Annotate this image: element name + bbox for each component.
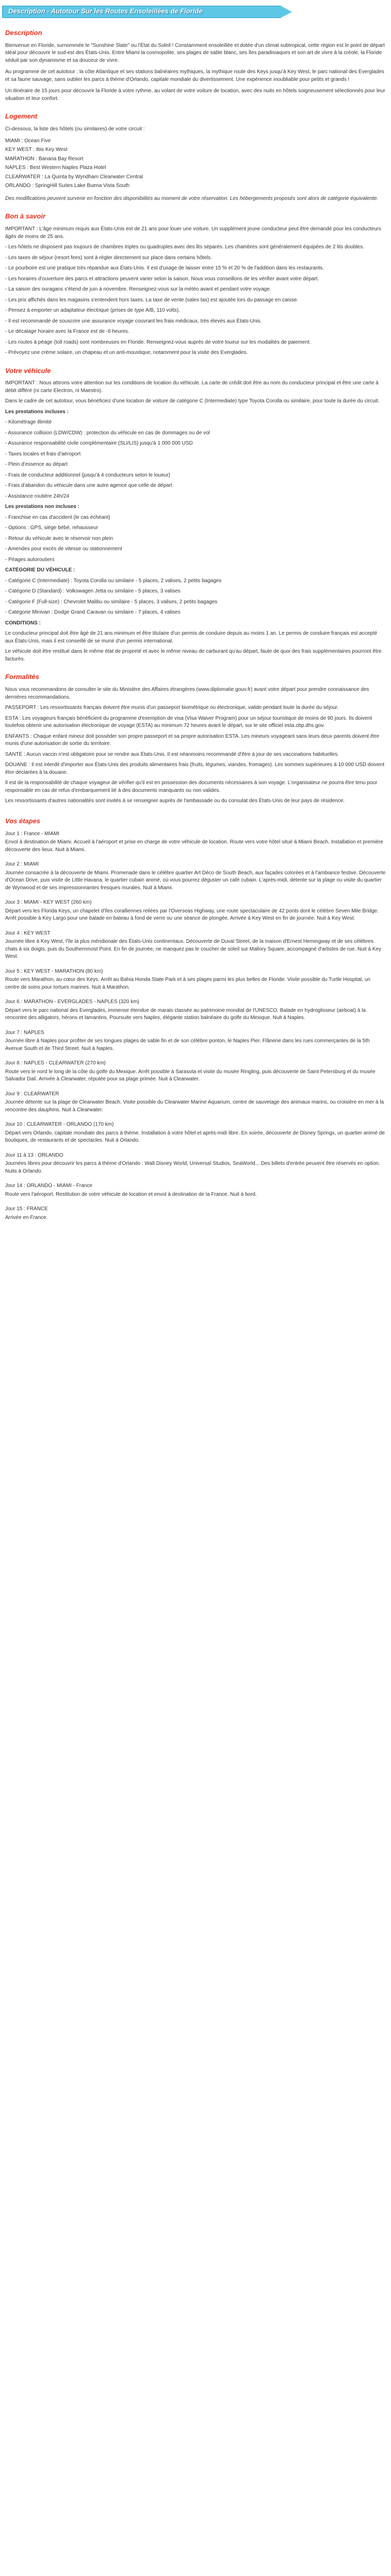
bon-a-savoir-paragraph: - Pensez à emporter un adaptateur électrique (prises de type A/B, 110 volts). xyxy=(5,308,180,314)
day-title: Jour 2 : MIAMI xyxy=(5,861,39,868)
heading-logement: Logement xyxy=(5,112,38,121)
section-bon-a-savoir xyxy=(5,226,386,357)
heading-formalites: Formalités xyxy=(5,673,39,681)
section-votre-vehicule xyxy=(5,380,386,663)
vehicule-subheading: Les prestations incluses : xyxy=(5,409,69,415)
heading-votre-vehicule: Votre véhicule xyxy=(5,366,51,375)
vehicule-paragraph: IMPORTANT : Nous attirons votre attention sur les conditions de location du véhicule. La carte de crédit doit être au nom du conducteur principal et être une carte à débit différé (ni carte Electron, ni Maestro). xyxy=(5,380,379,394)
day-item xyxy=(5,1152,386,1176)
vehicule-paragraph: - Kilométrage illimité xyxy=(5,419,52,426)
day-description: Journée libre à Key West, l'île la plus méridionale des États-Unis continentaux. Découverte de Duval Street, de la maison d'Ernest Hemingway et de ses célèbres chats à six doigts, puis du Southernmost Point. En fin de journée, ne manquez pas le coucher de soleil sur Mallory Square, accompagné d'artistes de rue. Nuit à Key West. xyxy=(5,939,381,960)
day-title: Jour 6 : MARATHON - EVERGLADES - NAPLES (320 km) xyxy=(5,999,139,1005)
day-description: Arrivée en France. xyxy=(5,1214,48,1221)
bon-a-savoir-paragraph: - Les taxes de séjour (resort fees) sont à régler directement sur place dans certains hôtels. xyxy=(5,255,212,261)
day-title: Jour 14 : ORLANDO - MIAMI - France xyxy=(5,1183,92,1189)
vehicule-paragraph: - Assurance collision (LDW/CDW) : protection du véhicule en cas de dommages ou de vol xyxy=(5,430,210,436)
day-description: Route vers le nord le long de la côte du golfe du Mexique. Arrêt possible à Sarasota et visite du musée Ringling, puis découverte de Saint Petersburg et du musée Salvador Dalí. Arrivée à Clearwater, réputée pour sa plage primée. Nuit à Clearwater. xyxy=(5,1069,376,1082)
formalites-paragraph: ENFANTS : Chaque enfant mineur doit posséder son propre passeport et sa propre autorisation ESTA. Les mineurs voyageant sans leurs deux parents doivent être munis d'une autorisation de sortie du territoire. xyxy=(5,733,380,747)
day-title: Jour 10 : CLEARWATER - ORLANDO (170 km) xyxy=(5,1122,114,1128)
day-description: Journée libre à Naples pour profiter de ses longues plages de sable fin et de son célèbre ponton, le Naples Pier. Flânerie dans les rues commerçantes de la 5th Avenue South et de Third Street. Nuit à Naples. xyxy=(5,1038,370,1052)
day-title: Jour 11 à 13 : ORLANDO xyxy=(5,1152,63,1158)
vehicule-paragraph: - Assurance responsabilité civile complémentaire (SLI/LIS) jusqu'à 1 000 000 USD xyxy=(5,440,193,447)
day-description: Journées libres pour découvrir les parcs à thème d'Orlando : Walt Disney World, Universal Studios, SeaWorld... Des billets d'entrée peuvent être réservés en option. Nuits à Orlando. xyxy=(5,1161,380,1174)
heading-description: Description xyxy=(5,29,42,37)
document-body xyxy=(0,28,391,1237)
formalites-paragraph: Il est de la responsabilité de chaque voyageur de vérifier qu'il est en possession des documents nécessaires à son voyage. L'organisateur ne pourra être tenu pour responsable en cas de refus d'embarquement lié à des documents manquants ou non valides. xyxy=(5,780,378,793)
day-title: Jour 9 : CLEARWATER xyxy=(5,1091,59,1097)
vehicule-paragraph: - Péages autoroutiers xyxy=(5,556,55,563)
formalites-paragraph: PASSEPORT : Les ressortissants français doivent être munis d'un passeport biométrique ou électronique, valide pendant toute la durée du séjour. xyxy=(5,705,339,711)
description-paragraph: Bienvenue en Floride, surnommée le "Sunshine State" ou l'État du Soleil ! Constamment ensoleillée et dotée d'un climat subtropical, cette région est le point de départ idéal pour découvrir le sud-est des États-Unis. Entre Miami la cosmopolite, ses plages de sable blanc, ses îles paradisiaques et son art de vivre à la créole, la Floride séduit par son dynamisme et sa douceur de vivre. xyxy=(5,42,385,63)
day-description: Départ vers Orlando, capitale mondiale des parcs à thème. Installation à votre hôtel et après-midi libre. En soirée, découverte de Disney Springs, un quartier animé de boutiques, de restaurants et de spectacles. Nuit à Orlando. xyxy=(5,1130,385,1144)
heading-bon-a-savoir: Bon à savoir xyxy=(5,212,46,221)
bon-a-savoir-paragraph: - La saison des ouragans s'étend de juin à novembre. Renseignez-vous sur la météo avant et pendant votre voyage. xyxy=(5,286,271,293)
day-item xyxy=(5,1091,386,1114)
hotel-item: NAPLES : Best Western Naples Plaza Hotel xyxy=(5,165,106,171)
vehicule-paragraph: Le véhicule doit être restitué dans le même état de propreté et avec le même niveau de carburant qu'au départ, faute de quoi des frais supplémentaires pourront être facturés. xyxy=(5,649,382,662)
day-item xyxy=(5,1206,386,1222)
vehicule-paragraph: - Taxes locales et frais d'aéroport xyxy=(5,451,81,457)
vehicule-paragraph: Le conducteur principal doit être âgé de 21 ans minimum et être titulaire d'un permis de conduire depuis au moins 1 an. Le permis de conduire français est accepté aux États-Unis, mais il est conseillé de se munir d'un permis international. xyxy=(5,631,378,644)
day-title: Jour 3 : MIAMI - KEY WEST (260 km) xyxy=(5,900,92,906)
hotel-item: MIAMI : Ocean Five xyxy=(5,138,51,144)
day-title: Jour 7 : NAPLES xyxy=(5,1029,44,1036)
logement-note: Des modifications peuvent survenir en fonction des disponibilités au moment de votre réservation. Les hébergements proposés sont alors de catégorie équivalente. xyxy=(5,195,379,201)
bon-a-savoir-paragraph: - Les hôtels ne disposent pas toujours de chambres triples ou quadruples avec des lits séparés. Les chambres sont généralement équipées de 2 lits doubles. xyxy=(5,244,364,250)
vehicule-subheading: CATÉGORIE DU VÉHICULE : xyxy=(5,567,75,573)
vehicule-paragraph: - Catégorie Minivan : Dodge Grand Caravan ou similaire - 7 places, 4 valises xyxy=(5,609,181,616)
vehicule-paragraph: - Plein d'essence au départ xyxy=(5,462,68,468)
day-title: Jour 8 : NAPLES - CLEARWATER (270 km) xyxy=(5,1060,106,1066)
formalites-paragraph: Nous vous recommandons de consulter le site du Ministère des Affaires étrangères (www.diplomatie.gouv.fr) avant votre départ pour prendre connaissance des dernières recommandations. xyxy=(5,687,369,700)
vehicule-paragraph: - Catégorie C (Intermediate) : Toyota Corolla ou similaire - 5 places, 2 valises, 2 petits bagages xyxy=(5,578,222,584)
day-item xyxy=(5,899,386,923)
day-item xyxy=(5,831,386,854)
vehicule-paragraph: - Frais de conducteur additionnel (jusqu'à 4 conducteurs selon le loueur) xyxy=(5,472,170,478)
page-title-banner xyxy=(2,4,391,19)
bon-a-savoir-paragraph: - Il est recommandé de souscrire une assurance voyage couvrant les frais médicaux, très élevés aux États-Unis. xyxy=(5,318,262,324)
logement-intro: Ci-dessous, la liste des hôtels (ou similaires) de votre circuit : xyxy=(5,126,145,132)
vehicule-paragraph: - Assistance routière 24h/24 xyxy=(5,493,69,499)
day-title: Jour 5 : KEY WEST - MARATHON (80 km) xyxy=(5,968,103,974)
bon-a-savoir-paragraph: - Les horaires d'ouverture des parcs et attractions peuvent varier selon la saison. Nous vous conseillons de les vérifier avant votre départ. xyxy=(5,276,319,282)
bon-a-savoir-paragraph: IMPORTANT : L'âge minimum requis aux États-Unis est de 21 ans pour louer une voiture. Un supplément jeune conducteur peut être demandé pour les conducteurs âgés de moins de 25 ans. xyxy=(5,226,381,240)
formalites-paragraph: DOUANE : Il est interdit d'importer aux États-Unis des produits alimentaires frais (fruits, légumes, viandes, fromages). Les sommes supérieures à 10 000 USD doivent être déclarées à la douane. xyxy=(5,762,384,775)
section-formalites xyxy=(5,686,386,805)
day-description: Journée consacrée à la découverte de Miami. Promenade dans le célèbre quartier Art Déco de South Beach, aux façades colorées et à l'ambiance festive. Découverte d'Ocean Drive, puis visite de Little Havana, le quartier cubain animé, où vous pourrez déguster un café cubain. L'après-midi, détente sur la plage ou visite du quartier de Wynwood et de ses impressionnantes fresques murales. Nuit à Miami. xyxy=(5,870,386,891)
day-description: Route vers l'aéroport. Restitution de votre véhicule de location et envol à destination de la France. Nuit à bord. xyxy=(5,1191,257,1197)
day-title: Jour 1 : France - MIAMI xyxy=(5,831,60,837)
day-item xyxy=(5,861,386,892)
section-logement xyxy=(5,126,386,202)
vehicule-paragraph: - Options : GPS, siège bébé, rehausseur xyxy=(5,525,99,531)
day-description: Journée détente sur la plage de Clearwater Beach. Visite possible du Clearwater Marine Aquarium, centre de sauvetage des animaux marins, ou croisière en mer à la rencontre des dauphins. Nuit à Clearwater. xyxy=(5,1099,384,1113)
bon-a-savoir-paragraph: - Les routes à péage (toll roads) sont nombreuses en Floride. Renseignez-vous auprès de votre loueur sur les modalités de paiement. xyxy=(5,339,311,345)
vehicule-subheading: CONDITIONS : xyxy=(5,620,41,626)
page-title: Description - Autotour Sur les Routes Ensoleillées de Floride xyxy=(8,7,203,15)
vehicule-paragraph: - Retour du véhicule avec le réservoir non plein xyxy=(5,535,113,541)
day-item xyxy=(5,1182,386,1198)
day-title: Jour 15 : FRANCE xyxy=(5,1206,48,1212)
vehicule-subheading: Les prestations non incluses : xyxy=(5,504,79,510)
vehicule-paragraph: Dans le cadre de cet autotour, vous bénéficiez d'une location de voiture de catégorie C (Intermediate) type Toyota Corolla ou similaire, pour toute la durée du circuit. xyxy=(5,398,380,404)
day-item xyxy=(5,1029,386,1053)
day-description: Départ vers les Florida Keys, un chapelet d'îles coralliennes reliées par l'Overseas Highway, une route spectaculaire de 42 ponts dont le célèbre Seven Mile Bridge. Arrêt possible à Key Largo pour une balade en bateau à fond de verre ou une séance de plongée. Arrivée à Key West en fin de journée. Nuit à Key West. xyxy=(5,908,379,922)
formalites-paragraph: ESTA : Les voyageurs français bénéficient du programme d'exemption de visa (Visa Waiver Program) pour un séjour touristique de moins de 90 jours. Ils doivent toutefois obtenir une autorisation électronique de voyage (ESTA) au minimum 72 heures avant le départ, sur le site officiel esta.cbp.dhs.gov. xyxy=(5,715,372,729)
hotel-item: ORLANDO : SpringHill Suites Lake Buena Vista South xyxy=(5,183,130,189)
day-description: Route vers Marathon, au cœur des Keys. Arrêt au Bahia Honda State Park et à ses plages parmi les plus belles de Floride. Visite possible du Turtle Hospital, un centre de soins pour tortues marines. Nuit à Marathon. xyxy=(5,977,370,990)
day-item xyxy=(5,930,386,961)
heading-vos-etapes: Vos étapes xyxy=(5,817,41,825)
vehicule-paragraph: - Catégorie D (Standard) : Volkswagen Jetta ou similaire - 5 places, 3 valises xyxy=(5,588,181,595)
vehicule-paragraph: - Frais d'abandon du véhicule dans une autre agence que celle de départ xyxy=(5,483,172,489)
day-title: Jour 4 : KEY WEST xyxy=(5,930,51,936)
day-item xyxy=(5,1060,386,1083)
bon-a-savoir-paragraph: - Le pourboire est une pratique très répandue aux États-Unis. Il est d'usage de laisser entre 15 % et 20 % de l'addition dans les restaurants. xyxy=(5,265,324,272)
vehicule-paragraph: - Amendes pour excès de vitesse ou stationnement xyxy=(5,546,122,552)
day-item xyxy=(5,1121,386,1145)
section-vos-etapes xyxy=(5,831,386,1222)
day-description: Envol à destination de Miami. Accueil à l'aéroport et prise en charge de votre véhicule de location. Route vers votre hôtel situé à Miami Beach. Installation et première découverte des lieux. Nuit à Miami. xyxy=(5,839,383,853)
vehicule-paragraph: - Franchise en cas d'accident (le cas échéant) xyxy=(5,514,110,520)
bon-a-savoir-paragraph: - Les prix affichés dans les magasins s'entendent hors taxes. La taxe de vente (sales tax) est ajoutée lors du passage en caisse. xyxy=(5,297,299,303)
hotel-item: CLEARWATER : La Quinta by Wyndham Clearwater Central xyxy=(5,174,143,180)
hotel-item: KEY WEST : Ibis Key West xyxy=(5,147,68,153)
hotel-list xyxy=(5,138,386,190)
page xyxy=(0,4,391,1237)
day-item xyxy=(5,968,386,992)
bon-a-savoir-paragraph: - Le décalage horaire avec la France est de -6 heures. xyxy=(5,329,129,335)
day-description: Départ vers le parc national des Everglades, immense étendue de marais classée au patrimoine mondial de l'UNESCO. Balade en hydroglisseur (airboat) à la rencontre des alligators, hérons et lamantins. Poursuite vers Naples, élégante station balnéaire du golfe du Mexique. Nuit à Naples. xyxy=(5,1007,366,1021)
formalites-paragraph: SANTÉ : Aucun vaccin n'est obligatoire pour se rendre aux États-Unis. Il est néanmoins recommandé d'être à jour de ses vaccinations habituelles. xyxy=(5,751,339,757)
description-paragraph: Au programme de cet autotour : la côte Atlantique et ses stations balnéaires mythiques, la mythique route des Keys jusqu'à Key West, le parc national des Everglades et sa faune sauvage, sans oublier les parcs à thème d'Orlando, capitale mondiale du divertissement. Une expérience inoubliable pour petits et grands ! xyxy=(5,69,384,82)
day-item xyxy=(5,998,386,1022)
formalites-paragraph: Les ressortissants d'autres nationalités sont invités à se renseigner auprès de l'ambassade ou du consulat des États-Unis de leur pays de résidence. xyxy=(5,798,345,804)
bon-a-savoir-paragraph: - Prévoyez une crème solaire, un chapeau et un anti-moustique, notamment pour la visite des Everglades. xyxy=(5,350,248,356)
description-paragraph: Un itinéraire de 15 jours pour découvrir la Floride à votre rythme, au volant de votre voiture de location, avec des nuits en hôtels soigneusement sélectionnés pour leur situation et leur confort. xyxy=(5,88,385,101)
vehicule-paragraph: - Catégorie F (Full-size) : Chevrolet Malibu ou similaire - 5 places, 3 valises, 2 petits bagages xyxy=(5,599,218,605)
section-description xyxy=(5,42,386,103)
hotel-item: MARATHON : Banana Bay Resort xyxy=(5,156,84,162)
